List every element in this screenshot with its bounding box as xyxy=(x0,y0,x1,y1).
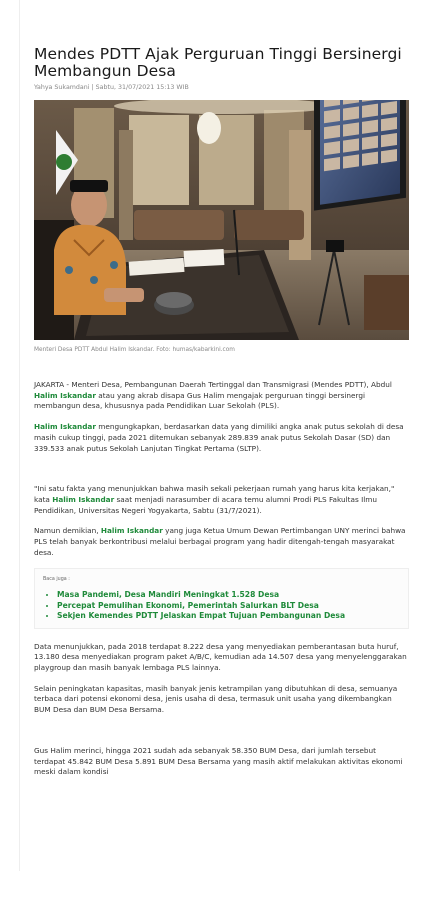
read-also-link[interactable]: • Masa Pandemi, Desa Mandiri Meningkat 1.528 Desa xyxy=(57,590,402,601)
text: JAKARTA - Menteri Desa, Pembangunan Daerah Tertinggal dan Transmigrasi (Mendes PDTT), Abdul xyxy=(34,380,392,389)
text: yang juga Ketua Umum Dewan Pertimbangan UNY merinci bahwa PLS telah banyak berkontribusi melalui berbagai program yang hadir ditengah-tengah masyarakat desa. xyxy=(34,526,406,557)
text: mengungkapkan, berdasarkan data yang dimiliki angka anak putus sekolah di desa masih cukup tinggi, pada 2021 ditemukan sebanyak 289.839 anak putus Sekolah Dasar (SD) dan 339.533 anak putus Sekolah Lanjutan Tingkat Pertama (SLTP). xyxy=(34,422,404,453)
article-body xyxy=(34,380,409,778)
read-also-link[interactable]: • Sekjen Kemendes PDTT Jelaskan Empat Tujuan Pembangunan Desa xyxy=(57,611,402,622)
text: Namun demikian, xyxy=(34,526,101,536)
read-also-box xyxy=(34,568,409,628)
paragraph xyxy=(34,380,409,412)
tag-link-halim-iskandar[interactable]: Halim Iskandar xyxy=(100,526,163,536)
text: "Ini satu fakta yang menunjukkan bahwa masih sekali pekerjaan rumah yang harus kita kerjakan," kata xyxy=(34,484,395,504)
paragraph xyxy=(34,422,409,454)
paragraph: Data menunjukkan, pada 2018 terdapat 8.222 desa yang menyediakan pemberantasan buta huruf, 13.180 desa menyediakan program paket A/B/C, kemudian ada 14.507 desa yang menyelenggarakan playgroup dan masih banyak lembaga PLS lainnya. xyxy=(34,641,407,673)
tag-link-halim-iskandar[interactable]: Halim Iskandar xyxy=(34,422,96,432)
read-also-title: Baca juga : xyxy=(43,577,70,583)
paragraph: Selain peningkatan kapasitas, masih banyak jenis ketrampilan yang dibutuhkan di desa, semuanya terbaca dari potensi ekonomi desa, jenis usaha di desa, termasuk unit usaha yang dikembangkan BUM Desa dan BUM Desa Bersama. xyxy=(34,683,398,715)
paragraph xyxy=(34,484,409,516)
text: saat menjadi narasumber di acara temu alumni Prodi PLS Fakultas Ilmu Pendidikan, Universitas Negeri Yogyakarta, Sabtu (31/7/2021). xyxy=(34,494,377,515)
tag-link-halim-iskandar[interactable]: Halim Iskandar xyxy=(52,494,115,504)
spacer xyxy=(34,726,409,746)
read-also-link[interactable]: • Percepat Pemulihan Ekonomi, Pemerintah Salurkan BLT Desa xyxy=(57,601,402,612)
article-byline: Yahya Sukamdani | Sabtu, 31/07/2021 15:13 WIB xyxy=(34,84,189,91)
read-also-list xyxy=(43,590,402,622)
paragraph: Gus Halim merinci, hingga 2021 sudah ada sebanyak 58.350 BUM Desa, dari jumlah tersebut terdapat 45.842 BUM Desa 5.891 BUM Desa Bersama yang masih aktif melakukan aktivitas ekonomi meski dalam kondisi xyxy=(34,745,403,777)
article-photo xyxy=(34,100,409,340)
article-title: Mendes PDTT Ajak Perguruan Tinggi Bersinergi Membangun Desa xyxy=(34,45,402,80)
article-card xyxy=(19,0,421,871)
paragraph xyxy=(34,526,409,558)
text: atau yang akrab disapa Gus Halim mengajak perguruan tinggi bersinergi membangun desa, khususnya pada Pendidikan Luar Sekolah (PLS). xyxy=(34,390,366,411)
photo-illustration xyxy=(34,100,409,340)
tag-link-halim-iskandar[interactable]: Halim Iskandar xyxy=(34,390,96,400)
spacer xyxy=(34,464,409,484)
photo-caption: Menteri Desa PDTT Abdul Halim Iskandar. Foto: humas/kabarkini.com xyxy=(34,347,235,353)
